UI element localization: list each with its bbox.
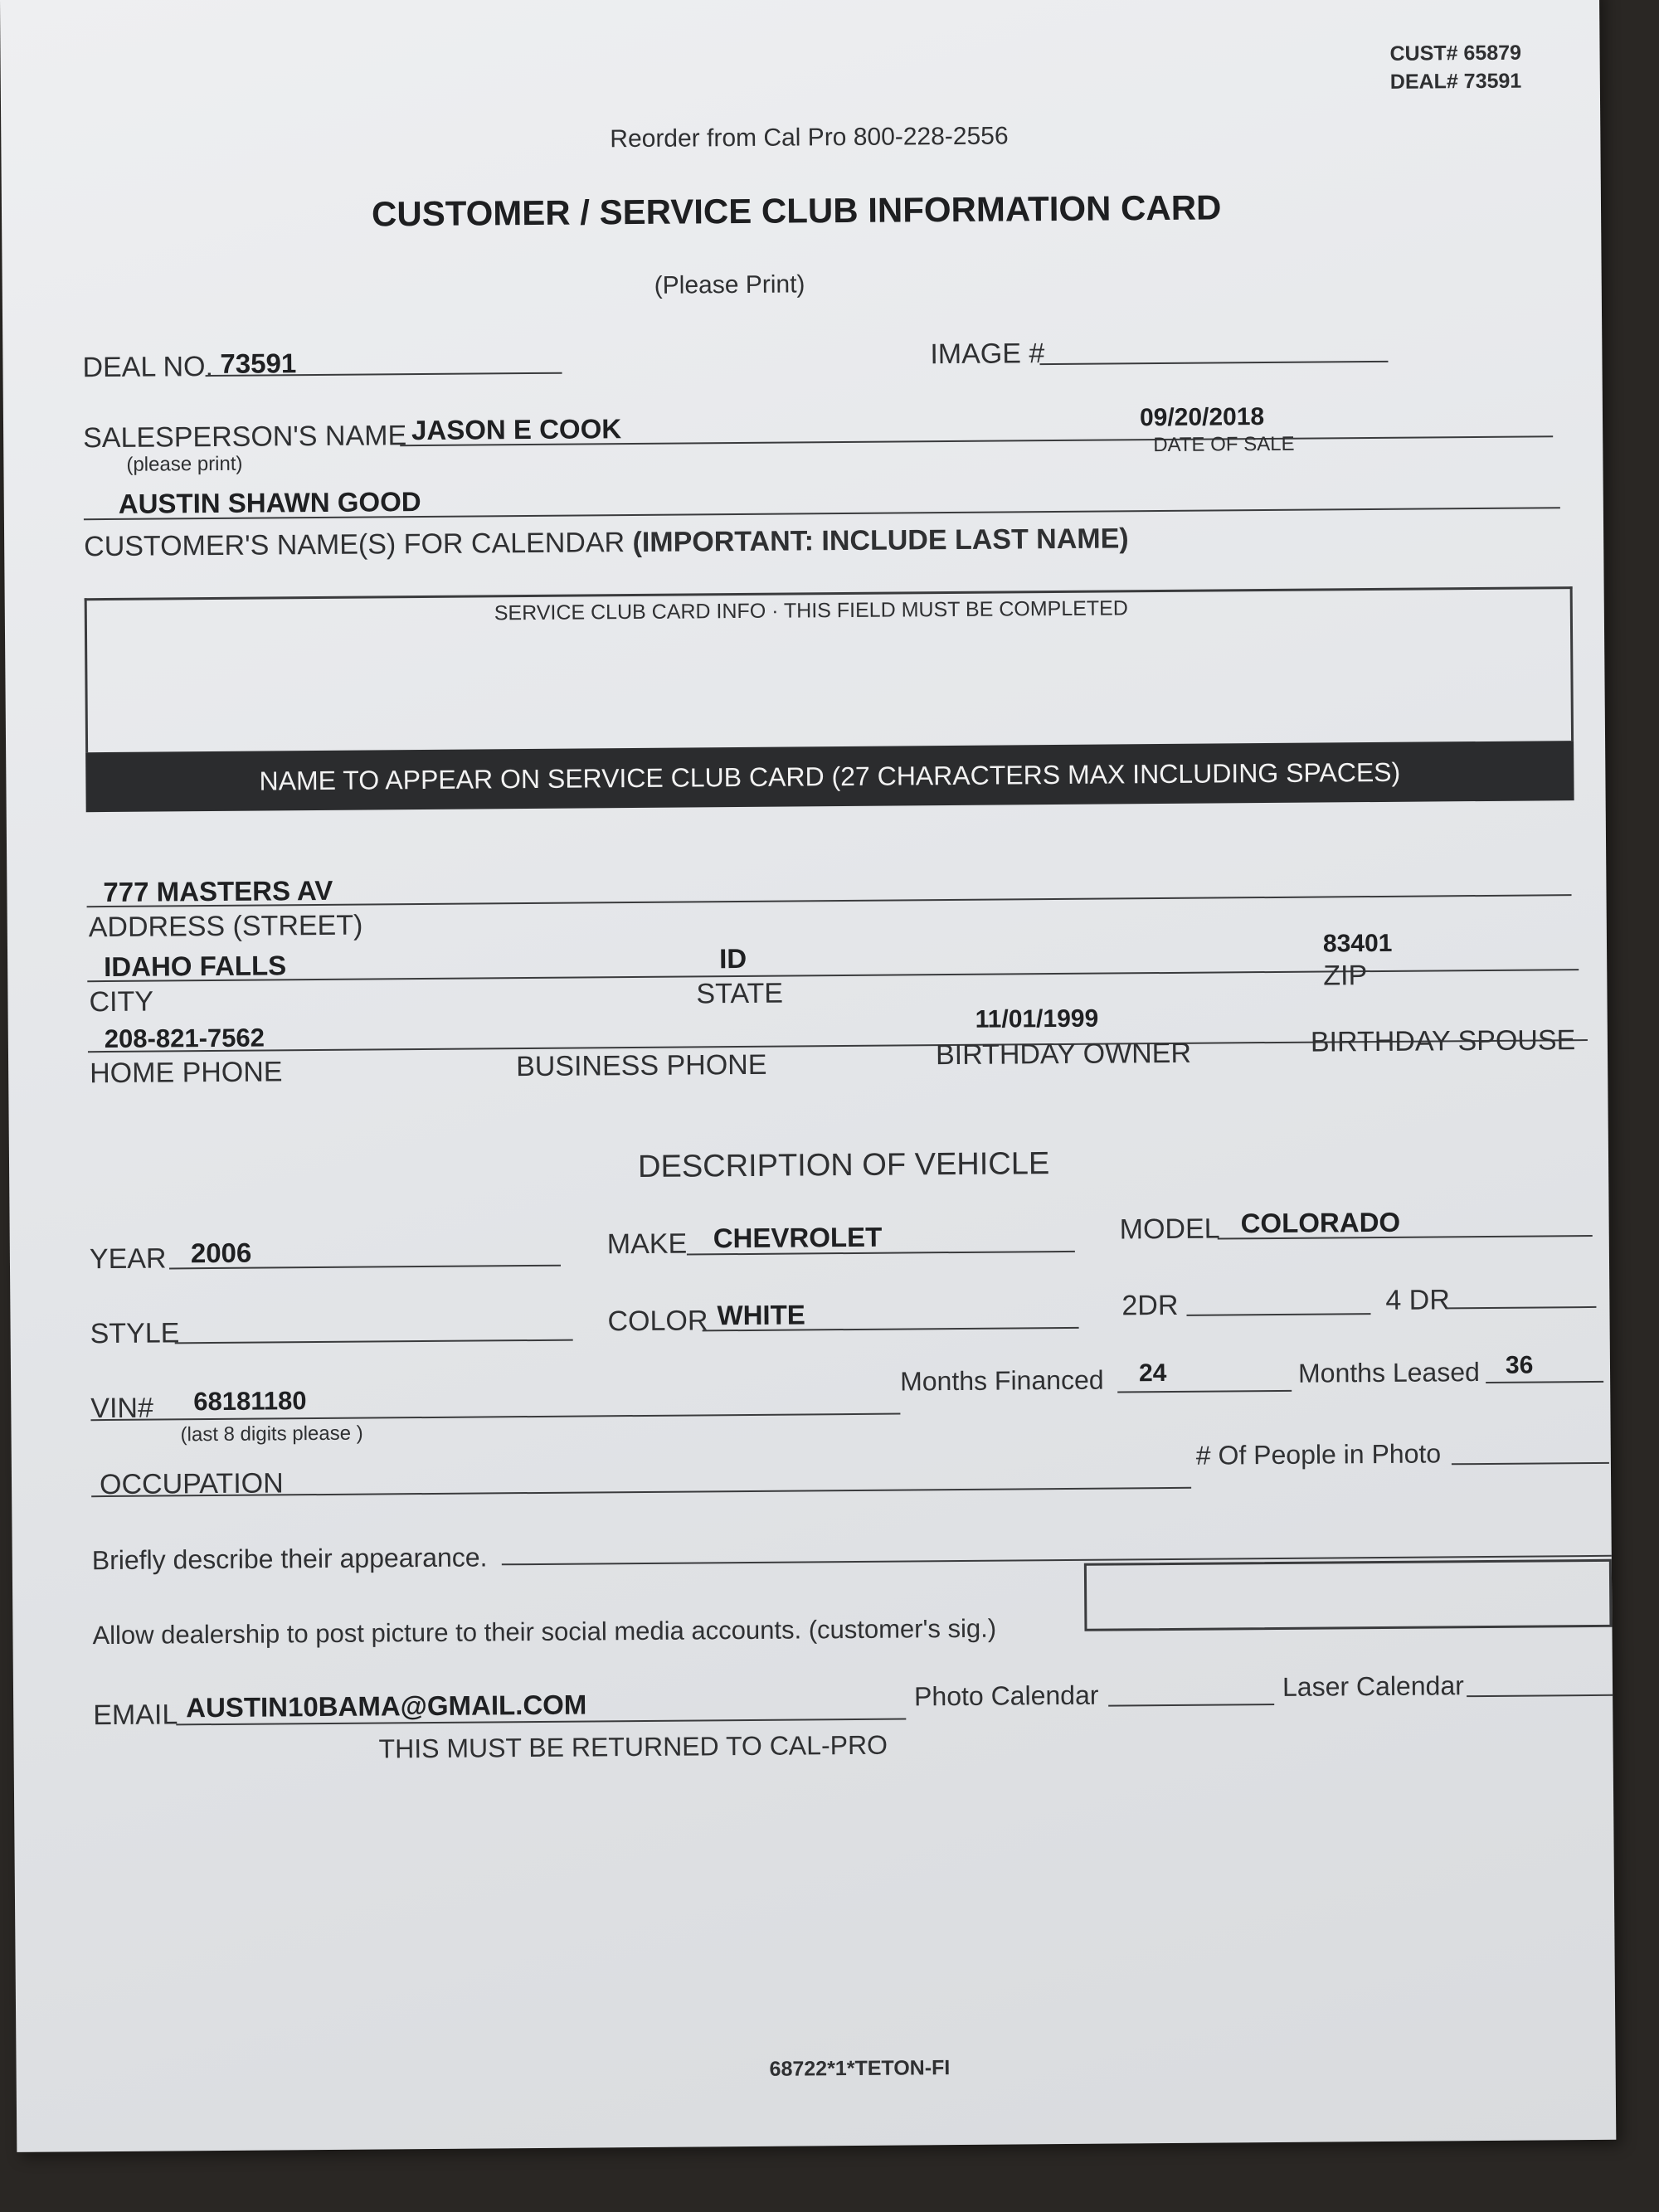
year-value[interactable]: 2006 xyxy=(190,1237,252,1269)
photo-calendar-line[interactable] xyxy=(1108,1704,1274,1707)
image-no-label: IMAGE # xyxy=(930,338,1045,371)
months-financed-line xyxy=(1117,1390,1292,1393)
four-door-line[interactable] xyxy=(1447,1306,1596,1309)
appearance-label: Briefly describe their appearance. xyxy=(91,1542,488,1576)
service-club-card-name-bar: NAME TO APPEAR ON SERVICE CLUB CARD (27 CHARACTERS MAX INCLUDING SPACES) xyxy=(85,741,1574,812)
style-line[interactable] xyxy=(175,1339,573,1344)
people-in-photo-line[interactable] xyxy=(1452,1462,1609,1465)
laser-calendar-line[interactable] xyxy=(1467,1694,1613,1697)
color-value[interactable]: WHITE xyxy=(717,1299,805,1331)
zip-value[interactable]: 83401 xyxy=(1322,929,1393,958)
deal-number-corner: DEAL# 73591 xyxy=(1389,69,1522,94)
email-label: EMAIL xyxy=(93,1699,178,1732)
date-of-sale-value[interactable]: 09/20/2018 xyxy=(1139,403,1265,432)
state-label: STATE xyxy=(696,977,784,1010)
vehicle-heading: DESCRIPTION OF VEHICLE xyxy=(637,1146,1050,1185)
salesperson-label: SALESPERSON'S NAME xyxy=(83,420,407,455)
service-club-card-caption: SERVICE CLUB CARD INFO · THIS FIELD MUST BE COMPLETED xyxy=(494,596,1128,625)
months-leased-line xyxy=(1486,1381,1603,1383)
customer-name-label xyxy=(84,523,1129,563)
state-value[interactable]: ID xyxy=(718,942,747,975)
please-print-note: (Please Print) xyxy=(654,270,805,299)
city-value[interactable]: IDAHO FALLS xyxy=(104,950,287,983)
birthday-owner-label: BIRTHDAY OWNER xyxy=(935,1037,1192,1072)
two-door-label: 2DR xyxy=(1121,1289,1179,1322)
customer-name-value[interactable]: AUSTIN SHAWN GOOD xyxy=(118,486,421,519)
return-note: THIS MUST BE RETURNED TO CAL-PRO xyxy=(378,1729,888,1764)
vin-value[interactable]: 68181180 xyxy=(193,1386,307,1417)
model-label: MODEL xyxy=(1119,1213,1220,1246)
occupation-label: OCCUPATION xyxy=(99,1467,284,1501)
color-label: COLOR xyxy=(607,1305,708,1338)
birthday-owner-value[interactable]: 11/01/1999 xyxy=(975,1004,1099,1033)
date-of-sale-label: DATE OF SALE xyxy=(1153,432,1295,457)
footer-form-code: 68722*1*TETON-FI xyxy=(769,2056,951,2081)
deal-no-value[interactable]: 73591 xyxy=(220,348,297,379)
vin-label: VIN# xyxy=(90,1392,154,1425)
people-in-photo-label: # Of People in Photo xyxy=(1195,1438,1442,1471)
months-leased-label: Months Leased xyxy=(1297,1357,1480,1388)
cust-number: CUST# 65879 xyxy=(1389,41,1522,66)
two-door-line[interactable] xyxy=(1186,1313,1370,1316)
reorder-info: Reorder from Cal Pro 800-228-2556 xyxy=(610,122,1009,153)
customer-name-important: (IMPORTANT: INCLUDE LAST NAME) xyxy=(632,523,1129,559)
photo-calendar-label: Photo Calendar xyxy=(913,1680,1099,1712)
zip-label: ZIP xyxy=(1323,960,1368,992)
business-phone-label: BUSINESS PHONE xyxy=(515,1048,767,1083)
address-value[interactable]: 777 MASTERS AV xyxy=(103,874,333,908)
form-title: CUSTOMER / SERVICE CLUB INFORMATION CARD xyxy=(371,187,1222,234)
salesperson-note: (please print) xyxy=(126,452,243,476)
home-phone-value[interactable]: 208-821-7562 xyxy=(104,1023,265,1054)
city-label: CITY xyxy=(89,985,154,1018)
four-door-label: 4 DR xyxy=(1385,1284,1450,1316)
home-phone-label: HOME PHONE xyxy=(90,1056,283,1090)
months-leased-value[interactable]: 36 xyxy=(1505,1351,1534,1379)
year-label: YEAR xyxy=(89,1242,167,1276)
address-label: ADDRESS (STREET) xyxy=(88,909,363,944)
customer-name-label-text: CUSTOMER'S NAME(S) FOR CALENDAR xyxy=(84,527,625,563)
style-label: STYLE xyxy=(90,1317,180,1350)
make-value[interactable]: CHEVROLET xyxy=(713,1221,883,1254)
vin-note: (last 8 digits please ) xyxy=(180,1422,363,1446)
social-media-label: Allow dealership to post picture to their social media accounts. (customer's sig.) xyxy=(92,1613,997,1650)
salesperson-value[interactable]: JASON E COOK xyxy=(411,413,622,446)
birthday-spouse-label: BIRTHDAY SPOUSE xyxy=(1310,1024,1576,1058)
model-value[interactable]: COLORADO xyxy=(1240,1206,1401,1239)
customer-signature-box[interactable] xyxy=(1084,1559,1613,1631)
laser-calendar-label: Laser Calendar xyxy=(1282,1670,1464,1702)
deal-no-label: DEAL NO. xyxy=(82,350,214,384)
email-value[interactable]: AUSTIN10BAMA@GMAIL.COM xyxy=(186,1689,587,1723)
months-financed-label: Months Financed xyxy=(899,1364,1104,1397)
image-no-line[interactable] xyxy=(1039,361,1388,365)
make-label: MAKE xyxy=(606,1228,688,1261)
months-financed-value[interactable]: 24 xyxy=(1138,1359,1167,1388)
